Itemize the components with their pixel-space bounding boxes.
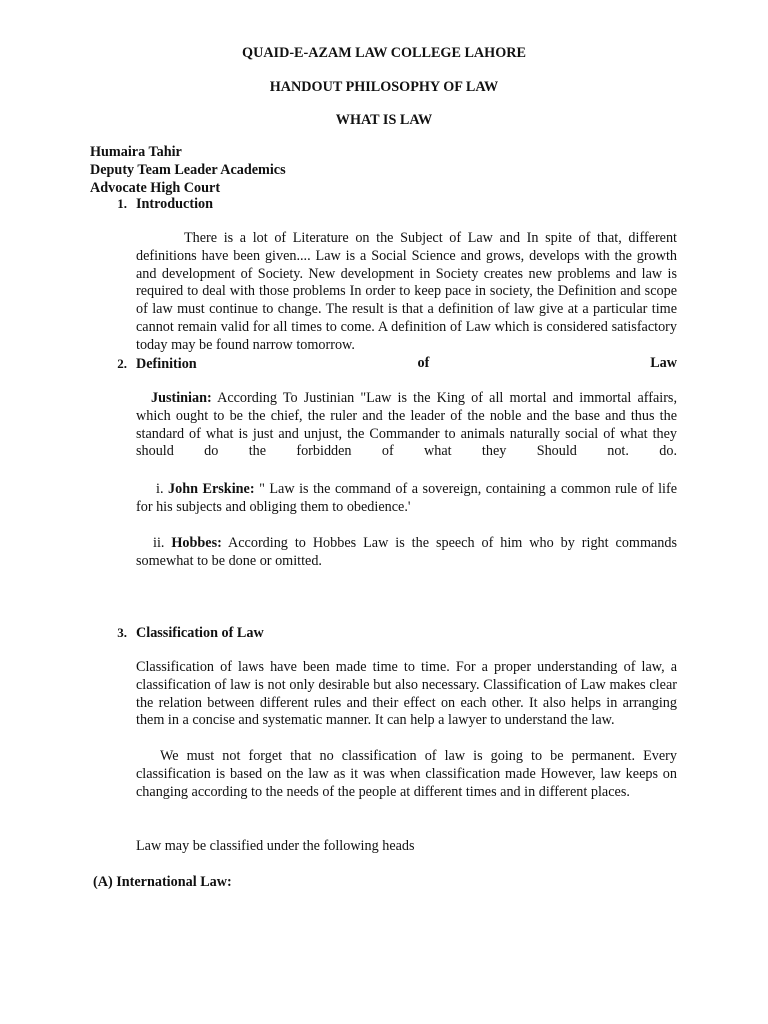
hobbes-definition: [136, 535, 677, 571]
section-2-word-2: of: [417, 355, 430, 371]
section-2-word-1: Definition: [136, 356, 197, 372]
section-3-title: Classification of Law: [136, 625, 264, 641]
classification-paragraph-2: We must not forget that no classification of law is going to be permanent. Every classification is based on the law as it was when classification made However, law keeps on changing according to the needs of the people at different times and in different places.: [136, 748, 677, 800]
justinian-definition: [136, 390, 677, 461]
college-title: QUAID-E-AZAM LAW COLLEGE LAHORE: [242, 45, 526, 61]
author-title: Advocate High Court: [90, 179, 221, 196]
international-law-heading: (A) International Law:: [93, 874, 232, 890]
justinian-text: According To Justinian "Law is the King of all mortal and immortal affairs, which ought to be the chief, the ruler and the leader of the noble and the base and thus the standard of what is just and unjust, the Commander to animals naturally social of what they should do the forbidden of what they Should not. do.: [136, 390, 677, 460]
erskine-text: " Law is the command of a sovereign, containing a common rule of life for his subjects and obliging them to obedience.': [136, 481, 677, 515]
classification-paragraph-1: Classification of laws have been made time to time. For a proper understanding of law, a classification of law is not only desirable but also necessary. Classification of Law makes clear the relation between different rules and their effect on each other. It also helps in arranging them in a concise and systematic manner. It can help a lawyer to understand the law.: [136, 659, 677, 729]
erskine-definition: [136, 481, 677, 517]
section-2-number: 2.: [117, 356, 127, 371]
erskine-marker: i.: [156, 481, 164, 497]
section-1-title: Introduction: [136, 196, 213, 212]
handout-title: HANDOUT PHILOSOPHY OF LAW: [269, 79, 499, 95]
hobbes-marker: ii.: [153, 535, 165, 551]
author-name: Humaira Tahir: [90, 144, 182, 160]
erskine-label: John Erskine:: [168, 481, 255, 497]
topic-title: WHAT IS LAW: [335, 112, 433, 128]
section-3-number: 3.: [117, 625, 127, 640]
section-1-number: 1.: [117, 196, 127, 211]
section-2-heading: [103, 355, 677, 374]
section-1-heading: [103, 195, 213, 214]
author-role: Deputy Team Leader Academics: [90, 161, 286, 178]
section-3-heading: [103, 624, 264, 643]
justinian-label: Justinian:: [151, 390, 212, 406]
introduction-paragraph: There is a lot of Literature on the Subject of Law and In spite of that, different definitions have been given.... Law is a Social Science and grows, develops with the growth and development of Society. New development in Society creates new problems and law is required to deal with those problems In order to keep pace in society, the Definition and scope of law must continue to change. The result is that a definition of law give at a particular time cannot remain valid for all times to come. A definition of Law which is considered satisfactory today may be found narrow tomorrow.: [136, 230, 677, 353]
hobbes-text: According to Hobbes Law is the speech of him who by right commands somewhat to be done or omitted.: [136, 535, 678, 569]
section-2-word-3: Law: [650, 355, 677, 371]
hobbes-label: Hobbes:: [171, 535, 222, 551]
author-block: [90, 144, 286, 197]
classification-heads-intro: Law may be classified under the following heads: [136, 838, 415, 854]
